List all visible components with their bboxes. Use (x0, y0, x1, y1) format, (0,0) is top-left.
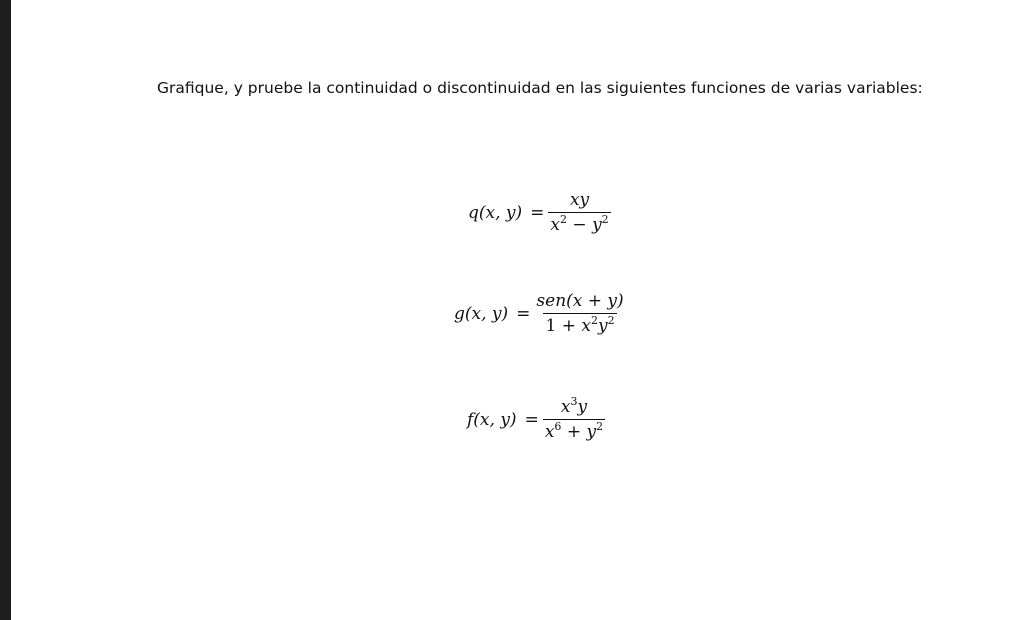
den-term: y (586, 422, 597, 442)
den-exponent: 6 (554, 420, 562, 433)
equation-g (454, 291, 626, 336)
den-exponent: 2 (596, 420, 604, 433)
equation-f (467, 397, 605, 442)
equation-f-fraction (543, 397, 605, 442)
equation-q-numerator: xy (569, 190, 590, 210)
num-term: x (560, 397, 571, 417)
equation-g-denominator (543, 313, 616, 336)
den-term: y (597, 316, 608, 336)
instruction-text: Grafique, y pruebe la continuidad o discontinuidad en las siguientes funciones de varias variables: (157, 79, 923, 97)
equation-q-lhs: q(x, y) (468, 202, 523, 223)
num-term: y (577, 397, 588, 417)
equation-f-lhs: f(x, y) (467, 409, 517, 430)
den-constant: 1 + (545, 316, 576, 336)
equation-f-denominator (543, 419, 605, 442)
den-exponent: 2 (601, 213, 609, 226)
den-term: x (544, 422, 555, 442)
equals-sign: = (516, 303, 531, 324)
equation-g-fraction (534, 291, 625, 336)
equation-q-fraction (548, 190, 610, 235)
den-term: y (592, 215, 602, 235)
equation-q (468, 190, 611, 235)
num-exponent: 3 (570, 395, 578, 408)
den-operator: − (572, 215, 587, 235)
window-left-edge (0, 0, 11, 620)
equation-f-numerator (559, 397, 589, 419)
equals-sign: = (530, 202, 545, 223)
den-term: x (581, 316, 591, 336)
equation-g-lhs: g(x, y) (454, 303, 509, 324)
den-term: x (550, 215, 560, 235)
den-exponent: 2 (590, 314, 598, 327)
den-operator: + (566, 422, 582, 442)
den-exponent: 2 (607, 314, 615, 327)
equals-sign: = (524, 409, 539, 430)
equation-g-numerator: sen(x + y) (536, 291, 624, 311)
den-exponent: 2 (560, 213, 567, 226)
equation-q-denominator (548, 212, 610, 235)
